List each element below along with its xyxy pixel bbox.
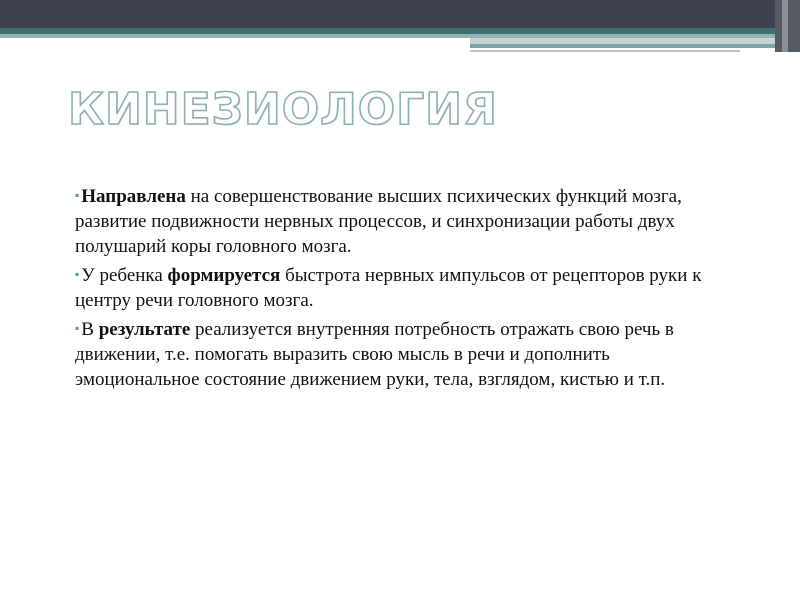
bullet-bold-text: формируется [167,265,281,286]
corner-stripe [782,0,788,52]
bullet-list [75,183,735,395]
bullet-text: реализуется внутренняя потребность отражать свою речь в движении, т.е. помогать выразить свою мысль в речи и дополнить эмоциональное состояние движением руки, тела, взглядом, кистью и т.п. [75,319,674,390]
bullet-marker-icon: ▪ [75,188,80,202]
bullet-marker-icon: ▪ [75,321,80,335]
bullet-item [75,316,735,392]
bullet-text: на совершенствование высших психических функций мозга, развитие подвижности нервных процессов, и синхронизации работы двух полушарий коры головного мозга. [75,186,682,257]
bullet-prefix-text: В [81,319,99,340]
right-teal-stripe [470,44,800,48]
bullet-item [75,183,735,259]
top-band [0,0,800,28]
bullet-bold-text: Направлена [81,186,186,207]
bullet-bold-text: результате [98,319,191,340]
right-thin-stripe [470,50,740,52]
bullet-item [75,262,735,313]
bullet-prefix-text: У ребенка [81,265,168,286]
slide-title: КИНЕЗИОЛОГИЯ [68,84,498,135]
bullet-text: быстрота нервных импульсов от рецепторов руки к центру речи головного мозга. [75,265,702,311]
bullet-marker-icon: ▪ [75,267,80,281]
